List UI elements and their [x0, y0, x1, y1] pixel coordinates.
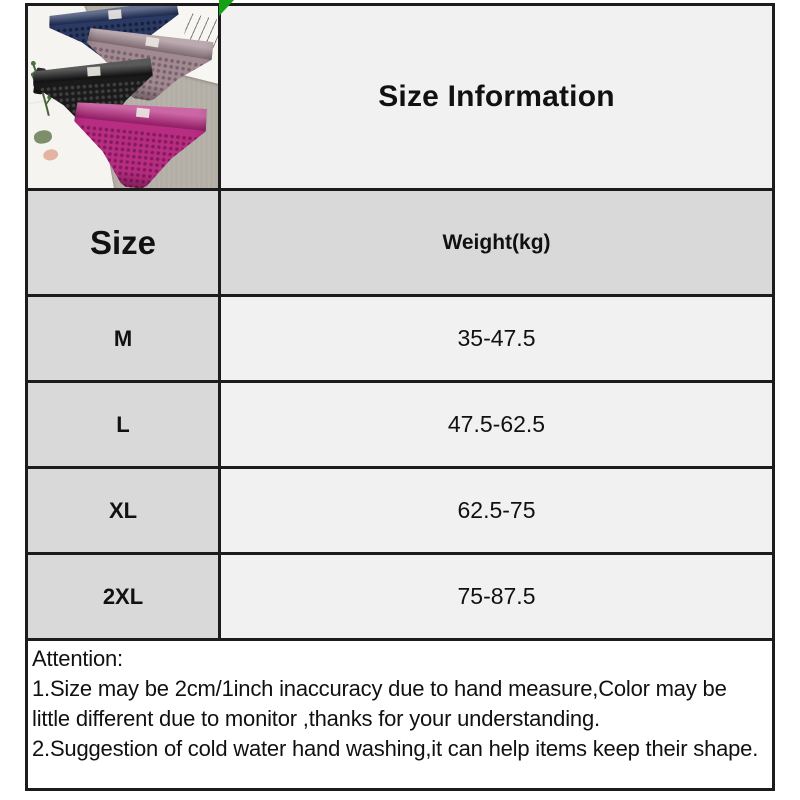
size-cell-m: [28, 297, 221, 383]
attention-title: Attention:: [32, 646, 123, 671]
attention-note: [28, 641, 772, 788]
product-photo-scene: [28, 6, 218, 188]
size-cell-l: [28, 383, 221, 469]
waistband-label: [87, 66, 101, 76]
size-value: 2XL: [102, 583, 144, 609]
weight-cell-m: [221, 297, 772, 383]
size-column-header: [28, 191, 221, 297]
size-table: [28, 6, 772, 641]
size-chart-sheet: [25, 3, 775, 791]
attention-note-2: 2.Suggestion of cold water hand washing,it can help items keep their shape.: [32, 736, 759, 761]
weight-column-header: [221, 191, 772, 297]
weight-value: 35-47.5: [457, 325, 536, 351]
size-value: L: [116, 411, 130, 437]
waistband-label: [108, 9, 122, 19]
product-photo: [28, 6, 221, 191]
weight-header-label: Weight(kg): [442, 230, 551, 254]
magazine-plant-image: [33, 129, 53, 145]
size-value: XL: [108, 497, 138, 523]
green-corner-marker-icon: [219, 0, 234, 16]
weight-value: 75-87.5: [457, 583, 536, 609]
page-title: Size Information: [378, 80, 615, 113]
waistband-label: [145, 36, 159, 47]
magazine-photo-blob: [42, 148, 59, 161]
weight-cell-l: [221, 383, 772, 469]
size-cell-2xl: [28, 555, 221, 641]
title-cell: [221, 6, 772, 191]
size-cell-xl: [28, 469, 221, 555]
weight-value: 62.5-75: [457, 497, 536, 523]
waistband-label: [136, 108, 150, 118]
size-header-label: Size: [89, 223, 157, 261]
weight-cell-xl: [221, 469, 772, 555]
weight-value: 47.5-62.5: [447, 411, 546, 437]
attention-note-1: 1.Size may be 2cm/1inch inaccuracy due to hand measure,Color may be little different due to monitor ,thanks for your understanding.: [32, 676, 727, 731]
size-value: M: [113, 325, 133, 351]
weight-cell-2xl: [221, 555, 772, 641]
